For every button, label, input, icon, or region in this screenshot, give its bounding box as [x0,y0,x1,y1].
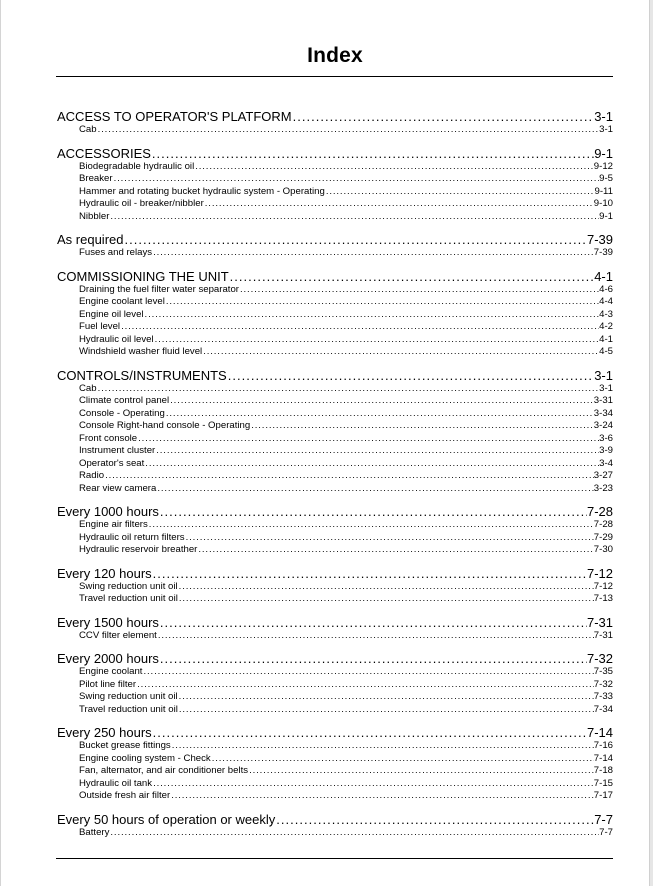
page-number: 4-1 [594,268,613,284]
index-sub-entry[interactable] [57,740,613,753]
index-sub-entry[interactable] [57,321,613,334]
dot-leader [109,827,599,840]
index-sub-entry[interactable] [57,186,613,199]
index-sub-entry[interactable] [57,778,613,791]
index-heading-entry[interactable] [57,109,613,124]
dot-leader [97,124,600,137]
index-heading-entry[interactable] [57,504,613,519]
index-sub-entry[interactable] [57,519,613,532]
entry-label: Hydraulic reservoir breather [79,544,198,555]
dot-leader [104,470,594,483]
index-sub-entry[interactable] [57,630,613,643]
entry-label: Bucket grease fittings [79,740,171,751]
entry-label: Rear view camera [79,482,157,494]
dot-leader [229,269,595,284]
page-number: 7-18 [593,765,613,776]
entry-label: Engine air filters [79,519,148,530]
entry-label: Engine oil level [79,308,144,320]
page-number: 3-23 [593,482,613,494]
index-heading-entry[interactable] [57,725,613,740]
dot-leader [165,408,594,421]
index-heading-entry[interactable] [57,615,613,630]
entry-label: Nibbler [79,210,110,222]
page-number: 4-2 [599,321,613,332]
dot-leader [159,651,587,666]
entry-label: Pilot line filter [79,678,137,690]
page-number: 7-12 [586,565,613,581]
page-number: 3-1 [594,367,613,383]
index-group [57,615,613,643]
index-sub-entry[interactable] [57,395,613,408]
index-group [57,146,613,224]
entry-label: COMMISSIONING THE UNIT [57,268,229,284]
dot-leader [204,198,594,211]
dot-leader [275,812,594,827]
dot-leader [136,679,594,692]
page-number: 9-1 [594,145,613,161]
dot-leader [97,383,600,396]
entry-label: Draining the fuel filter water separator [79,283,239,295]
page-number: 3-1 [594,109,613,124]
index-sub-entry[interactable] [57,124,613,137]
index-group [57,812,613,840]
entry-label: CCV filter element [79,629,157,641]
index-group [57,269,613,359]
index-group [57,504,613,557]
page-number: 3-1 [599,382,613,394]
page-number: 7-28 [593,519,613,530]
index-sub-entry[interactable] [57,470,613,483]
index-group [57,566,613,606]
dot-leader [142,666,593,679]
dot-leader [202,346,599,359]
footer-divider [56,858,613,859]
dot-leader [120,321,599,334]
page-number: 9-10 [593,198,613,209]
dot-leader [151,146,594,161]
index-sub-entry[interactable] [57,296,613,309]
page-number: 4-1 [599,333,613,345]
page-number: 7-30 [593,544,613,555]
page-number: 3-6 [599,432,613,444]
page-number: 3-9 [599,445,613,456]
entry-label: Instrument cluster [79,445,156,456]
dot-leader [157,630,594,643]
index-heading-entry[interactable] [57,566,613,581]
dot-leader [248,765,594,778]
dot-leader [197,544,593,557]
page-number: 9-5 [599,173,613,184]
entry-label: Fan, alternator, and air conditioner belts [79,765,249,776]
entry-label: Radio [79,470,105,481]
entry-label: Climate control panel [79,395,170,406]
dot-leader [144,458,599,471]
entry-label: Every 50 hours of operation or weekly [57,811,276,827]
page-title: Index [307,44,363,67]
index-heading-entry[interactable] [57,146,613,161]
index-sub-entry[interactable] [57,679,613,692]
dot-leader [178,581,594,594]
dot-leader [239,284,599,297]
entry-label: Every 2000 hours [57,651,159,666]
page-number: 7-13 [593,593,613,604]
page-number: 7-16 [593,740,613,751]
index-sub-entry[interactable] [57,408,613,421]
index-sub-entry[interactable] [57,445,613,458]
entry-label: Swing reduction unit oil [79,691,178,702]
dot-leader [292,109,595,124]
entry-label: As required [57,232,124,247]
index-sub-entry[interactable] [57,765,613,778]
entry-label: Cab [79,382,97,394]
page-number: 7-12 [593,580,613,592]
page-number: 7-17 [593,790,613,801]
entry-label: ACCESSORIES [57,145,151,161]
index-sub-entry[interactable] [57,173,613,186]
entry-label: Engine coolant level [79,296,165,307]
index-sub-entry[interactable] [57,581,613,594]
index-sub-entry[interactable] [57,433,613,446]
entry-label: Hydraulic oil tank [79,777,153,789]
index-sub-entry[interactable] [57,284,613,297]
entry-label: Engine cooling system - Check [79,752,211,764]
page-number: 4-5 [599,346,613,357]
page-number: 7-39 [586,232,613,247]
page-number: 7-15 [593,777,613,789]
index-sub-entry[interactable] [57,211,613,224]
index-sub-entry[interactable] [57,309,613,322]
page-number: 3-27 [593,470,613,481]
page-number: 7-34 [593,703,613,715]
page-number: 7-14 [593,752,613,764]
title-divider [56,76,613,77]
index-group [57,109,613,137]
dot-leader [178,593,594,606]
index-heading-entry[interactable] [57,368,613,383]
entry-label: Console Right-hand console - Operating [79,420,251,431]
entry-label: Cab [79,124,97,135]
index-sub-entry[interactable] [57,198,613,211]
page-number: 7-31 [593,629,613,641]
entry-label: Fuses and relays [79,247,153,258]
dot-leader [165,296,599,309]
dot-leader [152,247,594,260]
page-number: 7-28 [586,504,613,519]
index-group [57,368,613,496]
page-number: 3-4 [599,457,613,469]
dot-leader [227,368,594,383]
index-sub-entry[interactable] [57,691,613,704]
dot-leader [123,232,586,247]
page-number: 7-7 [599,826,613,838]
entry-label: ACCESS TO OPERATOR'S PLATFORM [57,109,292,124]
entry-label: Engine coolant [79,666,143,677]
dot-leader [159,504,587,519]
entry-label: Hydraulic oil level [79,333,154,345]
page-left-border [0,0,1,886]
dot-leader [137,433,599,446]
dot-leader [178,691,594,704]
index-sub-entry[interactable] [57,458,613,471]
entry-label: Hydraulic oil - breaker/nibbler [79,198,204,209]
page-number: 3-24 [593,420,613,431]
page-number: 7-14 [586,725,613,740]
dot-leader [156,483,593,496]
entry-label: Hammer and rotating bucket hydraulic system - Operating [79,185,325,197]
index-heading-entry[interactable] [57,232,613,247]
dot-leader [152,566,587,581]
entry-label: Windshield washer fluid level [79,346,203,357]
dot-leader [171,740,594,753]
entry-label: CONTROLS/INSTRUMENTS [57,367,227,383]
page-number: 7-39 [593,247,613,258]
dot-leader [109,211,599,224]
index-sub-entry[interactable] [57,666,613,679]
index-sub-entry[interactable] [57,334,613,347]
dot-leader [169,395,594,408]
dot-leader [152,778,594,791]
entry-label: Travel reduction unit oil [79,703,178,715]
page-number: 9-1 [599,210,613,222]
dot-leader [154,334,599,347]
entry-label: Console - Operating [79,407,165,419]
dot-leader [178,704,594,717]
index-sub-entry[interactable] [57,420,613,433]
entry-label: Operator's seat [79,457,145,469]
dot-leader [194,161,594,174]
index-sub-entry[interactable] [57,483,613,496]
index-group [57,651,613,716]
index-sub-entry[interactable] [57,790,613,803]
index-sub-entry[interactable] [57,161,613,174]
index-sub-entry[interactable] [57,247,613,260]
index-group [57,232,613,260]
dot-leader [250,420,594,433]
index-group [57,725,613,803]
dot-leader [144,309,600,322]
page-number: 9-11 [594,185,613,197]
page-number: 7-32 [593,678,613,690]
dot-leader [155,445,599,458]
dot-leader [148,519,594,532]
index-sub-entry[interactable] [57,593,613,606]
entry-label: Swing reduction unit oil [79,580,178,592]
index-sub-entry[interactable] [57,544,613,557]
index-sub-entry[interactable] [57,704,613,717]
page-number: 9-12 [593,160,613,172]
page-number: 4-6 [599,283,613,295]
entry-label: Fuel level [79,321,121,332]
page-number: 7-7 [594,811,613,827]
page-number: 7-33 [593,691,613,702]
index-heading-entry[interactable] [57,651,613,666]
index-heading-entry[interactable] [57,269,613,284]
dot-leader [211,753,594,766]
index-sub-entry[interactable] [57,753,613,766]
entry-label: Breaker [79,173,113,184]
index-sub-entry[interactable] [57,827,613,840]
page-number: 7-31 [586,614,613,630]
entry-label: Travel reduction unit oil [79,593,178,604]
entry-label: Every 1000 hours [57,504,159,519]
page-number: 7-35 [593,666,613,677]
dot-leader [185,532,594,545]
dot-leader [170,790,594,803]
viewer-scroll-edge [649,0,653,886]
entry-label: Every 120 hours [57,565,152,581]
dot-leader [325,186,595,199]
page-number: 3-31 [593,395,613,406]
entry-label: Every 250 hours [57,725,152,740]
page-number: 7-29 [593,531,613,543]
index-heading-entry[interactable] [57,812,613,827]
page-number: 3-1 [599,124,613,135]
entry-label: Battery [79,826,110,838]
page-number: 3-34 [593,407,613,419]
entry-label: Biodegradable hydraulic oil [79,160,195,172]
page-number: 4-4 [599,296,613,307]
index-sub-entry[interactable] [57,346,613,359]
entry-label: Hydraulic oil return filters [79,531,185,543]
entry-label: Outside fresh air filter [79,790,171,801]
index-sub-entry[interactable] [57,383,613,396]
entry-label: Front console [79,432,138,444]
dot-leader [152,725,587,740]
page-number: 7-32 [586,651,613,666]
index-list [57,109,613,848]
entry-label: Every 1500 hours [57,614,159,630]
dot-leader [113,173,600,186]
index-sub-entry[interactable] [57,532,613,545]
dot-leader [159,615,587,630]
page-number: 4-3 [599,308,613,320]
